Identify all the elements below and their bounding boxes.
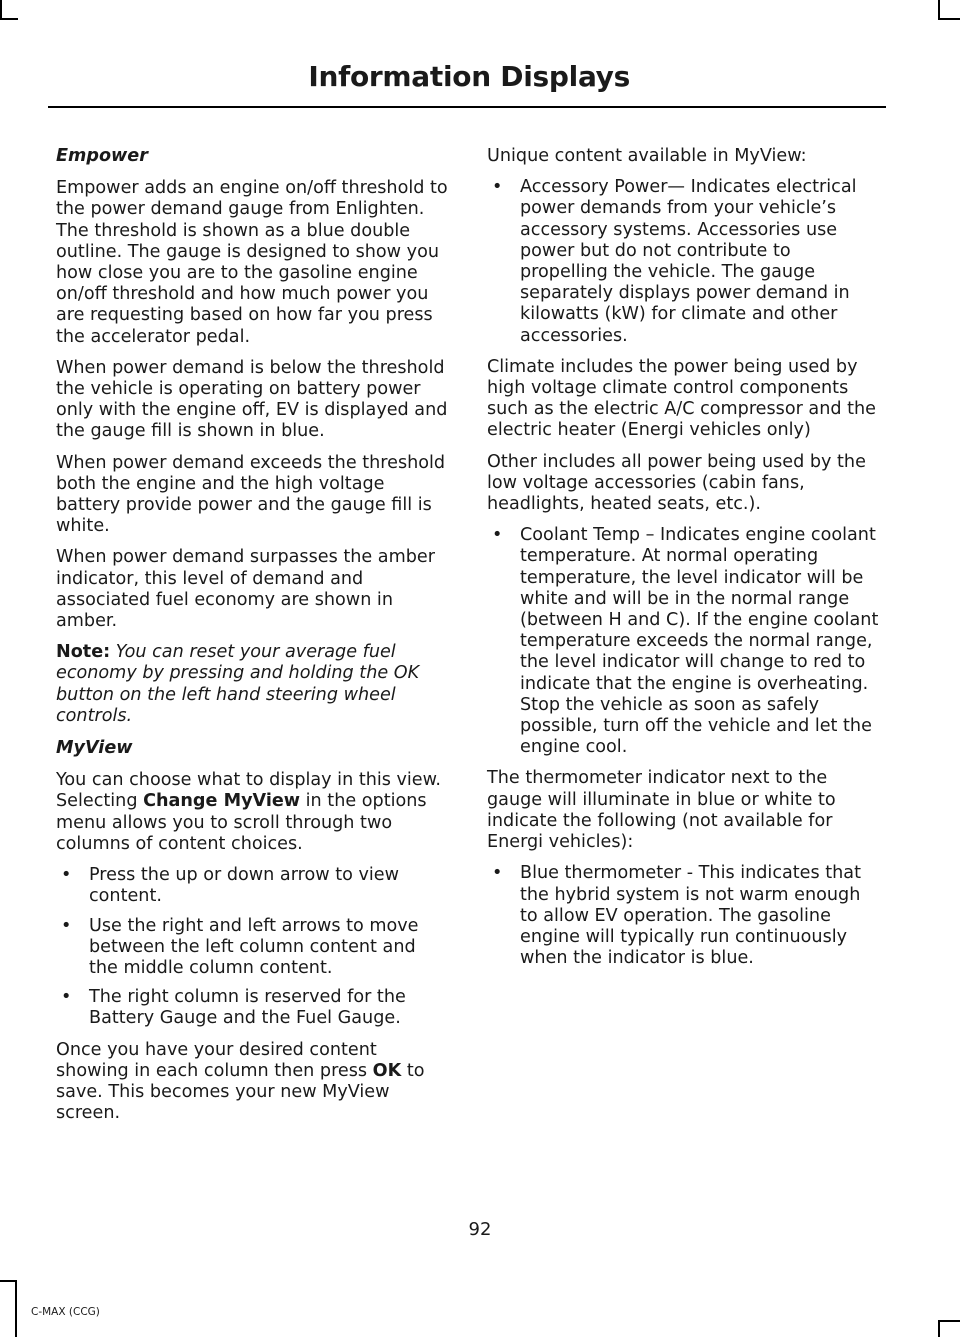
crop-mark	[0, 1280, 17, 1282]
crop-mark	[15, 1280, 17, 1337]
myview-heading: MyView	[56, 738, 133, 759]
paragraph: When power demand is below the threshold the vehicle is operating on battery power only with the engine off, EV is displayed and the gauge fill is shown in blue.	[56, 357, 448, 442]
crop-mark	[0, 18, 18, 20]
list-item: • Accessory Power— Indicates electrical power demands from your vehicle’s accessory systems. Accessories use power but do not contribute to propelling the vehicle. The gauge separately displays power demand in kilowatts (kW) for climate and other accessories.	[487, 177, 882, 347]
bullet-list	[487, 863, 882, 969]
crop-mark	[0, 0, 2, 20]
model-code: C-MAX (CCG)	[31, 1306, 100, 1318]
section-title: Information Displays	[308, 60, 630, 93]
change-myview-label: Change MyView	[143, 791, 301, 812]
bullet-list	[487, 177, 882, 347]
empower-heading: Empower	[56, 146, 148, 166]
list-item: • Blue thermometer - This indicates that the hybrid system is not warm enough to allow EV operation. The gasoline engine will typically run continuously when the indicator is blue.	[487, 863, 882, 969]
paragraph: Other includes all power being used by the low voltage accessories (cabin fans, headlights, heated seats, etc.).	[487, 451, 866, 515]
list-item: • Press the up or down arrow to view content.	[56, 865, 448, 907]
crop-mark	[938, 1320, 940, 1337]
bullet-list	[487, 525, 882, 758]
paragraph: The thermometer indicator next to the gauge will illuminate in blue or white to indicate the following (not available for Energi vehicles):	[487, 768, 836, 853]
list-item: • Use the right and left arrows to move between the left column content and the middle column content.	[56, 916, 448, 980]
crop-mark	[938, 0, 940, 20]
paragraph: When power demand surpasses the amber indicator, this level of demand and associated fuel economy are shown in amber.	[56, 547, 435, 632]
list-item: • The right column is reserved for the Battery Gauge and the Fuel Gauge.	[56, 987, 448, 1029]
paragraph: You can choose what to display in this view. Selecting Change MyView in the options menu allows you to scroll through two columns of content choices.	[56, 770, 441, 854]
crop-mark	[938, 1320, 960, 1322]
paragraph: When power demand exceeds the threshold both the engine and the high voltage battery provide power and the gauge fill is white.	[56, 452, 446, 537]
paragraph: Empower adds an engine on/off threshold to the power demand gauge from Enlighten. The threshold is shown as a blue double outline. The gauge is designed to show you how close you are to the gasoline engine on/off threshold and how much power you are requesting based on how far you press the accelerator pedal.	[56, 178, 448, 347]
right-column	[487, 146, 882, 979]
note-text: You can reset your average fuel economy by pressing and holding the OK button on the left hand steering wheel controls.	[56, 642, 420, 726]
crop-mark	[938, 18, 960, 20]
paragraph: Unique content available in MyView:	[487, 146, 807, 166]
left-column	[56, 146, 448, 1134]
page-number: 92	[468, 1219, 492, 1240]
header-divider	[48, 106, 886, 108]
bullet-list	[56, 865, 448, 1029]
paragraph: Climate includes the power being used by high voltage climate control components such as the electric A/C compressor and the electric heater (Energi vehicles only)	[487, 356, 876, 441]
list-item: • Coolant Temp – Indicates engine coolant temperature. At normal operating temperature, the level indicator will be white and will be in the normal range (between H and C). If the engine coolant temperature exceeds the normal range, the level indicator will change to red to indicate that the engine is overheating. Stop the vehicle as soon as safely possible, turn off the vehicle and let the engine cool.	[487, 525, 882, 758]
ok-label: OK	[372, 1060, 402, 1081]
paragraph: Once you have your desired content showing in each column then press OK to save. This becomes your new MyView screen.	[56, 1039, 425, 1124]
note-label: Note:	[56, 642, 111, 663]
note	[56, 642, 448, 727]
